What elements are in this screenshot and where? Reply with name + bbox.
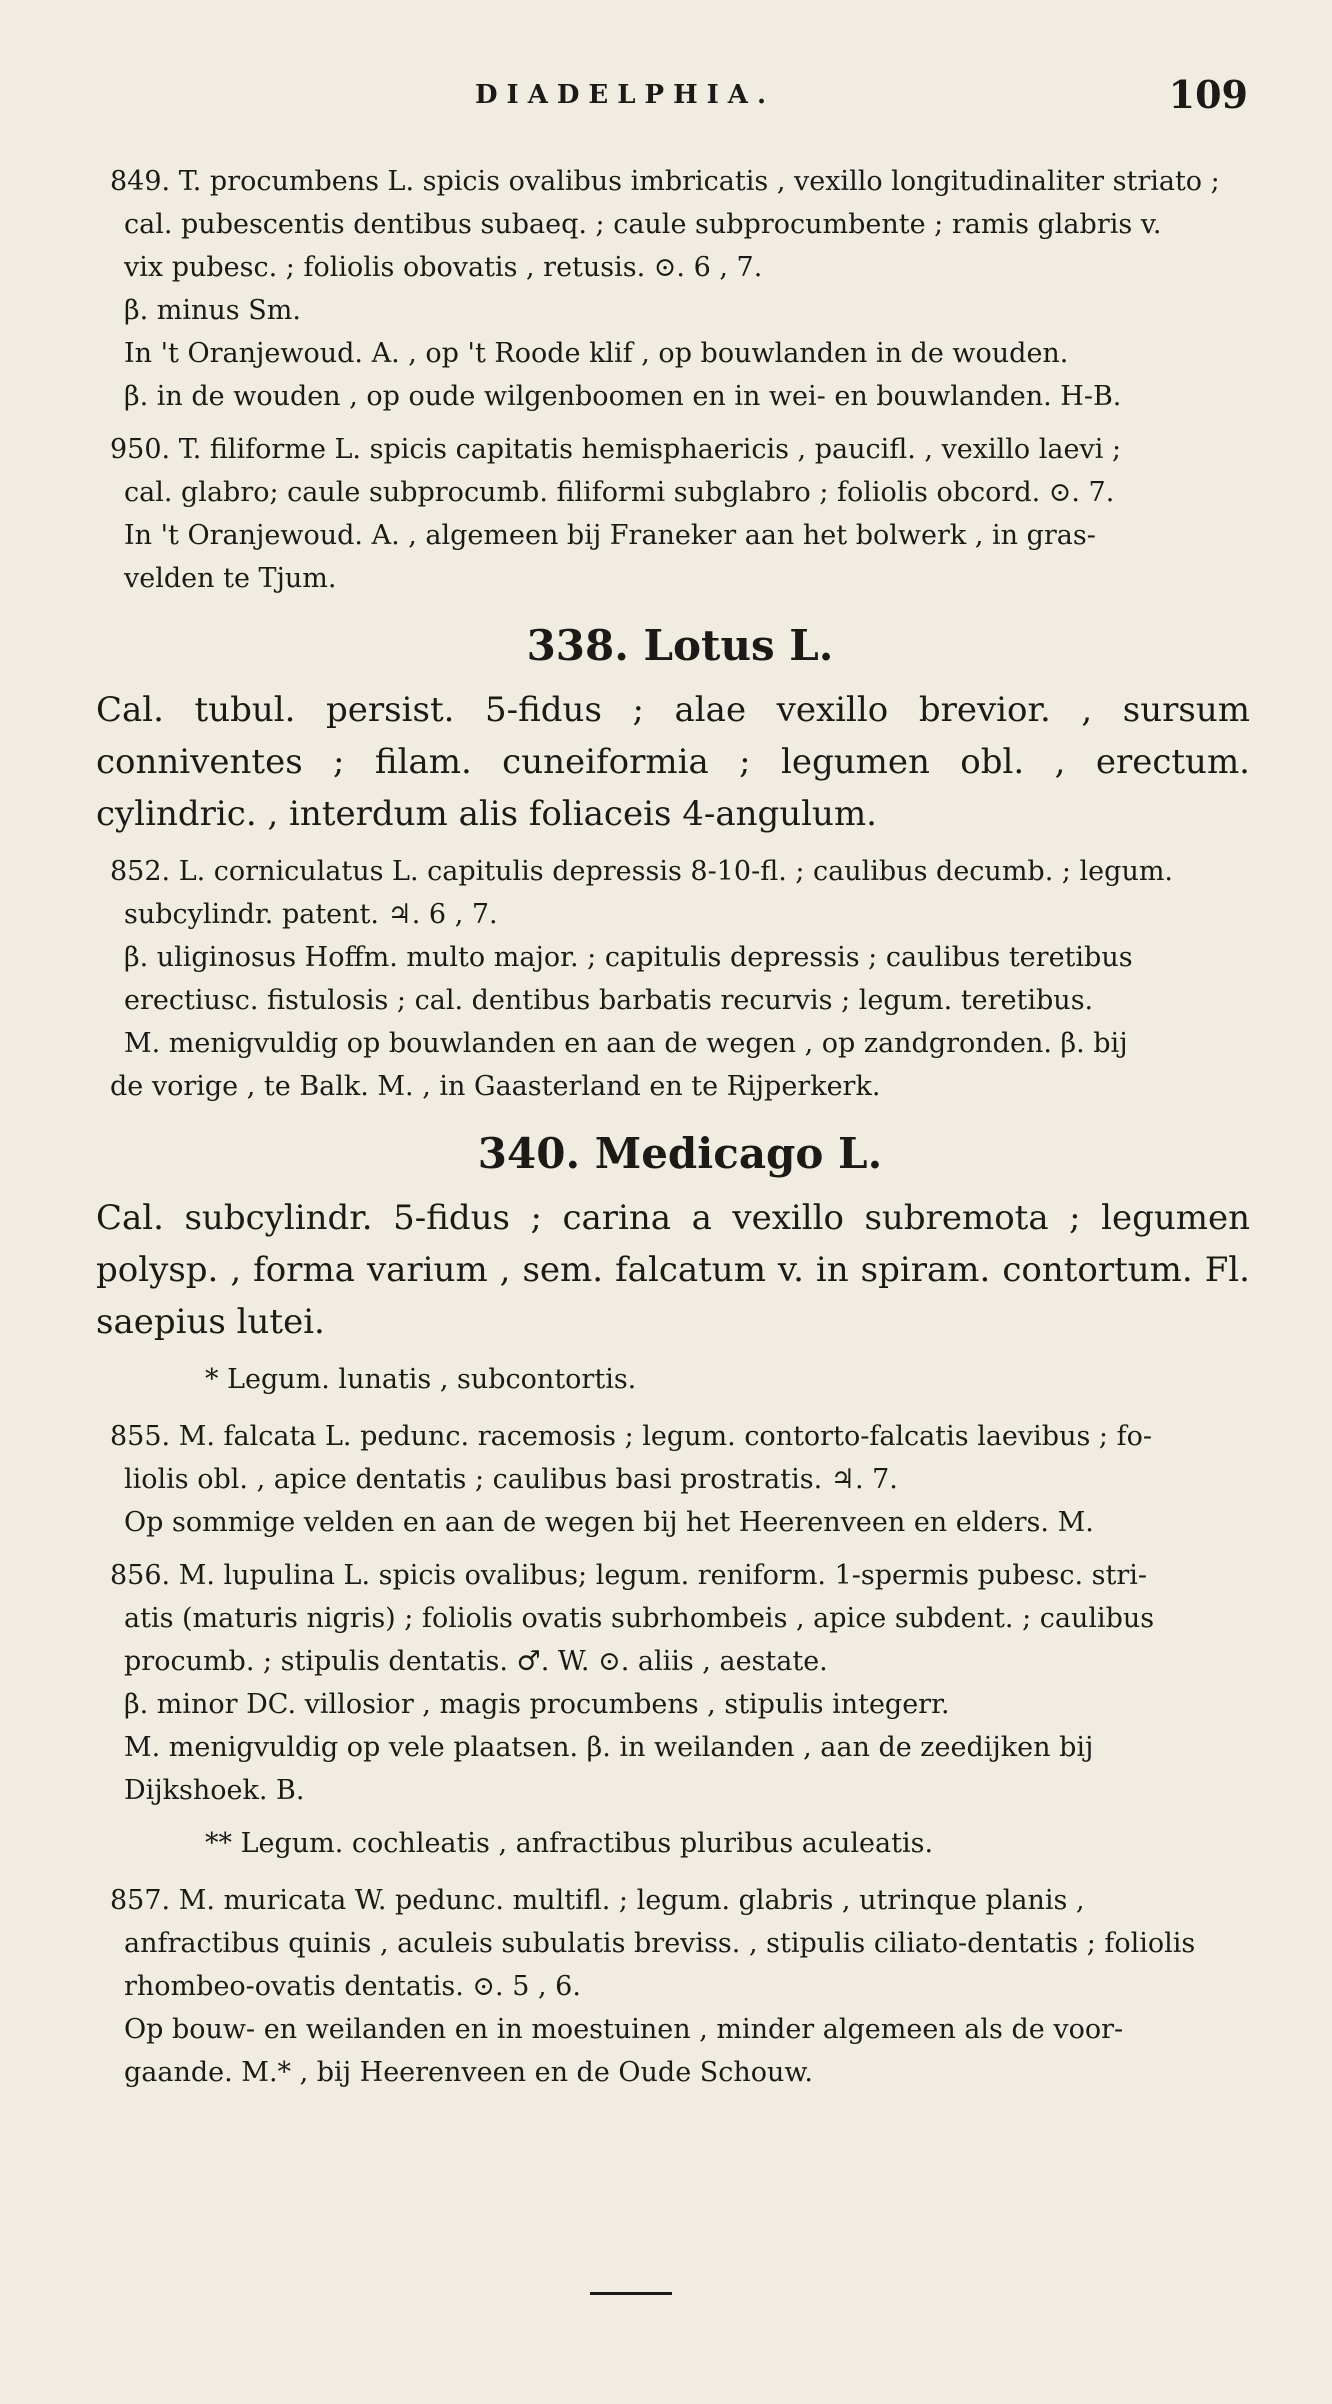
entry-note: gaande. M.* , bij Heerenveen en de Oude Schouw. (124, 2057, 813, 2088)
entry-note: Dijkshoek. B. (124, 1775, 305, 1806)
subsection-heading: * Legum. lunatis , subcontortis. (205, 1364, 637, 1395)
species-entry (110, 1879, 1250, 2094)
genus-heading: 340. Medicago L. (477, 1129, 883, 1178)
entry-line: cal. pubescentis dentibus subaeq. ; caule subprocumbente ; ramis glabris v. (124, 209, 1162, 240)
entry-note: β. in de wouden , op oude wilgenboomen en in wei- en bouwlanden. H-B. (124, 381, 1122, 412)
entry-line: anfractibus quinis , aculeis subulatis breviss. , stipulis ciliato-dentatis ; foliolis (124, 1928, 1196, 1959)
entry-note: Op bouw- en weilanden en in moestuinen , minder algemeen als de voor- (124, 2014, 1124, 2045)
genus-description: Cal. tubul. persist. 5-fidus ; alae vexillo brevior. , sursum conniventes ; filam. cuneiformia ; legumen obl. , erectum. cylindric. , interdum alis foliaceis 4-angulum. (96, 690, 1250, 834)
species-entry (110, 428, 1250, 600)
entry-note: M. menigvuldig op bouwlanden en aan de wegen , op zandgronden. β. bij (124, 1028, 1128, 1059)
species-entry (110, 1415, 1250, 1544)
entry-line: 855. M. falcata L. pedunc. racemosis ; legum. contorto-falcatis laevibus ; fo- (110, 1421, 1152, 1452)
entry-line: vix pubesc. ; foliolis obovatis , retusis. ⊙. 6 , 7. (124, 252, 763, 283)
entry-note: β. minor DC. villosior , magis procumbens , stipulis integerr. (124, 1689, 950, 1720)
entry-note: de vorige , te Balk. M. , in Gaasterland en te Rijperkerk. (110, 1071, 881, 1102)
running-title: DIADELPHIA. (475, 80, 776, 110)
entry-note: In 't Oranjewoud. A. , op 't Roode klif , op bouwlanden in de wouden. (124, 338, 1069, 369)
entry-line: procumb. ; stipulis dentatis. ♂. W. ⊙. aliis , aestate. (124, 1646, 828, 1677)
closing-rule (590, 2292, 672, 2295)
genus-heading: 338. Lotus L. (526, 621, 834, 670)
entry-note: In 't Oranjewoud. A. , algemeen bij Franeker aan het bolwerk , in gras- (124, 520, 1096, 551)
entry-line: 852. L. corniculatus L. capitulis depressis 8-10-fl. ; caulibus decumb. ; legum. (110, 856, 1174, 887)
entry-line: 857. M. muricata W. pedunc. multifl. ; legum. glabris , utrinque planis , (110, 1885, 1085, 1916)
subsection-heading: ** Legum. cochleatis , anfractibus pluribus aculeatis. (205, 1828, 934, 1859)
entry-note: Op sommige velden en aan de wegen bij het Heerenveen en elders. M. (124, 1507, 1094, 1538)
species-entry (110, 160, 1250, 418)
entry-note: erectiusc. fistulosis ; cal. dentibus barbatis recurvis ; legum. teretibus. (124, 985, 1094, 1016)
page-number: 109 (1168, 72, 1248, 117)
entry-line: 950. T. filiforme L. spicis capitatis hemisphaericis , paucifl. , vexillo laevi ; (110, 434, 1122, 465)
entry-line: rhombeo-ovatis dentatis. ⊙. 5 , 6. (124, 1971, 581, 2002)
species-entry (110, 1554, 1250, 1812)
entry-line: liolis obl. , apice dentatis ; caulibus basi prostratis. ♃. 7. (124, 1464, 898, 1495)
entry-line: cal. glabro; caule subprocumb. filiformi subglabro ; foliolis obcord. ⊙. 7. (124, 477, 1115, 508)
page-body (96, 160, 1250, 2104)
entry-note: β. uliginosus Hoffm. multo major. ; capitulis depressis ; caulibus teretibus (124, 942, 1133, 973)
entry-note: β. minus Sm. (124, 295, 301, 326)
species-entry (110, 850, 1250, 1108)
entry-line: atis (maturis nigris) ; foliolis ovatis subrhombeis , apice subdent. ; caulibus (124, 1603, 1155, 1634)
entry-line: subcylindr. patent. ♃. 6 , 7. (124, 899, 498, 930)
page-header (0, 72, 1332, 122)
entry-note: M. menigvuldig op vele plaatsen. β. in weilanden , aan de zeedijken bij (124, 1732, 1094, 1763)
genus-description: Cal. subcylindr. 5-fidus ; carina a vexillo subremota ; legumen polysp. , forma varium , sem. falcatum v. in spiram. contortum. Fl. saepius lutei. (96, 1198, 1250, 1342)
entry-note: velden te Tjum. (124, 563, 337, 594)
entry-line: 856. M. lupulina L. spicis ovalibus; legum. reniform. 1-spermis pubesc. stri- (110, 1560, 1148, 1591)
entry-line: 849. T. procumbens L. spicis ovalibus imbricatis , vexillo longitudinaliter striato ; (110, 166, 1220, 197)
